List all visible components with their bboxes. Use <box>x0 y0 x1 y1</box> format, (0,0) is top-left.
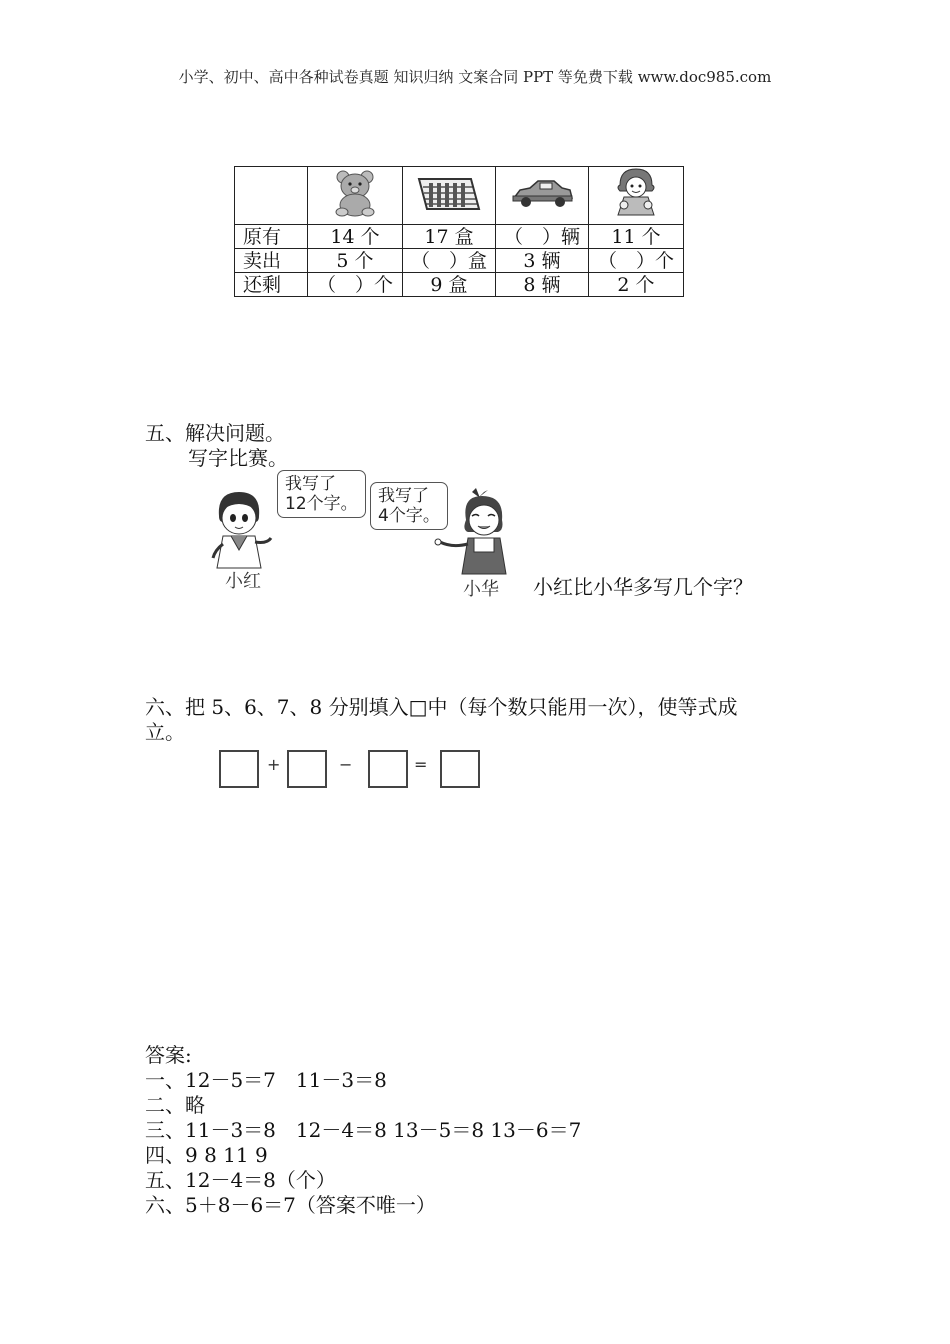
answer-box-3[interactable] <box>368 750 408 788</box>
answer-line: 一、12－5＝7 11－3＝8 <box>145 1068 387 1092</box>
answers-title: 答案: <box>145 1043 192 1067</box>
table-cell: 11 个 <box>589 225 684 249</box>
equals-sign: = <box>414 755 428 774</box>
table-cell: 14 个 <box>308 225 403 249</box>
page-header: 小学、初中、高中各种试卷真题 知识归纳 文案合同 PPT 等免费下载 www.doc985.com <box>178 68 772 86</box>
answer-line: 四、9 8 11 9 <box>145 1143 268 1167</box>
answer-line: 三、11－3＝8 12－4＝8 13－5＝8 13－6＝7 <box>145 1118 582 1142</box>
speech-bubble-xiaohong <box>277 470 366 518</box>
bubble-line: 12个字。 <box>285 494 358 514</box>
girl-xiaohua-illustration <box>432 486 532 576</box>
abacus-icon <box>417 171 481 215</box>
teddy-bear-icon <box>330 169 380 217</box>
teddy-bear-cell <box>308 167 403 225</box>
table-row <box>235 249 684 273</box>
answer-line: 五、12－4＝8（个） <box>145 1168 336 1192</box>
table-cell: 17 盒 <box>403 225 496 249</box>
section5-subtitle: 写字比赛。 <box>188 446 288 470</box>
table-cell: （ ）盒 <box>403 249 496 273</box>
girl-xiaohong-illustration <box>205 488 277 570</box>
table-row <box>235 273 684 297</box>
answer-line: 二、略 <box>145 1093 205 1117</box>
toy-car-cell <box>496 167 589 225</box>
bubble-line: 4个字。 <box>378 506 440 526</box>
table-cell: 9 盒 <box>403 273 496 297</box>
table-corner-cell <box>235 167 308 225</box>
table-cell: 3 辆 <box>496 249 589 273</box>
doll-icon <box>612 167 660 219</box>
table-row <box>235 225 684 249</box>
table-cell: （ ）辆 <box>496 225 589 249</box>
answer-box-2[interactable] <box>287 750 327 788</box>
name-xiaohua: 小华 <box>463 579 499 600</box>
row-label: 卖出 <box>235 249 308 273</box>
stock-table <box>234 166 684 297</box>
row-label: 原有 <box>235 225 308 249</box>
bubble-line: 我写了 <box>378 486 429 506</box>
table-cell: 8 辆 <box>496 273 589 297</box>
table-cell: 5 个 <box>308 249 403 273</box>
answer-box-4[interactable] <box>440 750 480 788</box>
section6-line2: 立。 <box>145 720 185 744</box>
abacus-cell <box>403 167 496 225</box>
plus-sign: + <box>267 755 281 774</box>
answer-box-1[interactable] <box>219 750 259 788</box>
section5-heading: 五、解决问题。 <box>145 421 285 445</box>
table-cell: （ ）个 <box>589 249 684 273</box>
minus-sign: − <box>339 755 353 774</box>
answer-line: 六、5＋8－6＝7（答案不唯一） <box>145 1193 436 1217</box>
toy-car-icon <box>510 176 574 210</box>
table-cell: （ ）个 <box>308 273 403 297</box>
table-header-row <box>235 167 684 225</box>
bubble-line: 我写了 <box>285 474 336 494</box>
section5-question: 小红比小华多写几个字？ <box>533 575 753 599</box>
table-cell: 2 个 <box>589 273 684 297</box>
section6-line1: 六、把 5、6、7、8 分别填入□中（每个数只能用一次），使等式成 <box>145 695 738 719</box>
doll-cell <box>589 167 684 225</box>
name-xiaohong: 小红 <box>225 571 261 592</box>
row-label: 还剩 <box>235 273 308 297</box>
